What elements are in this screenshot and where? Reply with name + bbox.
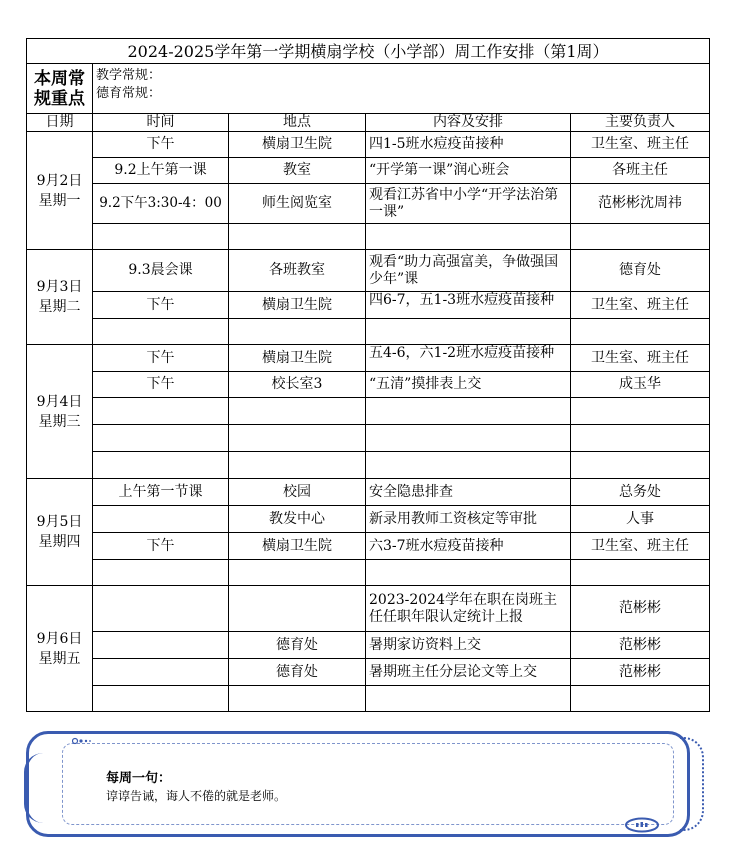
content-cell: 五4-6，六1-2班水痘疫苗接种 xyxy=(366,345,571,372)
day-cell-friday: 9月6日 星期五 xyxy=(27,586,93,712)
time-cell: 下午 xyxy=(93,533,229,560)
content-cell xyxy=(366,398,571,425)
place-cell: 教发中心 xyxy=(229,506,366,533)
day-cell-monday: 9月2日 星期一 xyxy=(27,132,93,250)
content-cell: 四6-7，五1-3班水痘疫苗接种 xyxy=(366,292,571,319)
time-cell xyxy=(93,319,229,345)
header-time: 时间 xyxy=(93,114,229,132)
table-row xyxy=(27,158,710,184)
place-cell: 各班教室 xyxy=(229,250,366,292)
time-cell: 9.2上午第一课 xyxy=(93,158,229,184)
table-row xyxy=(27,560,710,586)
place-cell: 横扇卫生院 xyxy=(229,132,366,158)
table-row xyxy=(27,132,710,158)
owner-cell xyxy=(571,452,710,479)
owner-cell: 范彬彬 xyxy=(571,632,710,659)
content-cell: 观看“助力高强富美，争做强国少年”课 xyxy=(366,250,571,292)
curl-decoration-icon xyxy=(24,753,43,823)
content-cell: 暑期班主任分层论文等上交 xyxy=(366,659,571,686)
quote-text: 谆谆告诫，诲人不倦的就是老师。 xyxy=(106,789,287,803)
content-cell: 新录用教师工资核定等审批 xyxy=(366,506,571,533)
place-cell: 校园 xyxy=(229,479,366,506)
place-cell xyxy=(229,425,366,452)
place-cell xyxy=(229,224,366,250)
header-owner: 主要负责人 xyxy=(571,114,710,132)
content-cell: 暑期家访资料上交 xyxy=(366,632,571,659)
owner-cell: 卫生室、班主任 xyxy=(571,292,710,319)
header-content: 内容及安排 xyxy=(366,114,571,132)
content-cell xyxy=(366,686,571,712)
header-place: 地点 xyxy=(229,114,366,132)
table-row xyxy=(27,479,710,506)
content-cell xyxy=(366,452,571,479)
owner-cell: 卫生室、班主任 xyxy=(571,345,710,372)
content-cell xyxy=(366,319,571,345)
content-cell: 六3-7班水痘疫苗接种 xyxy=(366,533,571,560)
table-row xyxy=(27,659,710,686)
owner-cell: 德育处 xyxy=(571,250,710,292)
owner-cell: 卫生室、班主任 xyxy=(571,132,710,158)
owner-cell xyxy=(571,224,710,250)
time-cell xyxy=(93,398,229,425)
header-date: 日期 xyxy=(27,114,93,132)
weekly-schedule-table xyxy=(26,38,710,712)
swirl-decoration-icon xyxy=(680,737,704,831)
time-cell xyxy=(93,506,229,533)
place-cell xyxy=(229,319,366,345)
table-row xyxy=(27,224,710,250)
place-cell: 师生阅览室 xyxy=(229,184,366,224)
place-cell xyxy=(229,398,366,425)
owner-cell: 总务处 xyxy=(571,479,710,506)
time-cell xyxy=(93,425,229,452)
place-cell: 横扇卫生院 xyxy=(229,345,366,372)
owner-cell xyxy=(571,319,710,345)
content-cell: 四1-5班水痘疫苗接种 xyxy=(366,132,571,158)
owner-cell: 范彬彬沈周祎 xyxy=(571,184,710,224)
table-row xyxy=(27,250,710,292)
quote-title: 每周一句： xyxy=(106,771,172,786)
table-row xyxy=(27,292,710,319)
owner-cell: 人事 xyxy=(571,506,710,533)
content-cell xyxy=(366,224,571,250)
table-row xyxy=(27,586,710,632)
place-cell: 教室 xyxy=(229,158,366,184)
place-cell xyxy=(229,560,366,586)
owner-cell: 各班主任 xyxy=(571,158,710,184)
moral-routine-label: 德育常规： xyxy=(96,86,162,101)
badge-decoration-icon xyxy=(624,817,660,833)
content-cell xyxy=(366,425,571,452)
place-cell xyxy=(229,686,366,712)
place-cell: 横扇卫生院 xyxy=(229,533,366,560)
place-cell: 横扇卫生院 xyxy=(229,292,366,319)
time-cell xyxy=(93,659,229,686)
weekly-focus-items xyxy=(93,64,710,114)
table-row xyxy=(27,452,710,479)
weekly-quote-box xyxy=(26,731,690,837)
time-cell: 下午 xyxy=(93,132,229,158)
owner-cell xyxy=(571,425,710,452)
owner-cell xyxy=(571,560,710,586)
time-cell: 下午 xyxy=(93,345,229,372)
content-cell: 安全隐患排查 xyxy=(366,479,571,506)
day-cell-tuesday: 9月3日 星期二 xyxy=(27,250,93,345)
table-row xyxy=(27,184,710,224)
place-cell: 德育处 xyxy=(229,632,366,659)
table-row xyxy=(27,345,710,372)
place-cell xyxy=(229,452,366,479)
table-row xyxy=(27,425,710,452)
dots-decoration-icon xyxy=(72,737,92,745)
table-row xyxy=(27,506,710,533)
table-row xyxy=(27,632,710,659)
time-cell: 下午 xyxy=(93,292,229,319)
table-row xyxy=(27,319,710,345)
place-cell xyxy=(229,586,366,632)
day-cell-thursday: 9月5日 星期四 xyxy=(27,479,93,586)
content-cell: 2023-2024学年在职在岗班主任任职年限认定统计上报 xyxy=(366,586,571,632)
content-cell: “五清”摸排表上交 xyxy=(366,372,571,398)
time-cell xyxy=(93,560,229,586)
time-cell xyxy=(93,632,229,659)
table-row xyxy=(27,372,710,398)
day-cell-wednesday: 9月4日 星期三 xyxy=(27,345,93,479)
time-cell xyxy=(93,586,229,632)
table-row xyxy=(27,686,710,712)
time-cell xyxy=(93,686,229,712)
weekly-focus-label: 本周常 规重点 xyxy=(27,64,93,114)
time-cell: 9.2下午3:30-4：00 xyxy=(93,184,229,224)
place-cell: 德育处 xyxy=(229,659,366,686)
content-cell: 观看江苏省中小学“开学法治第一课” xyxy=(366,184,571,224)
page-title: 2024-2025学年第一学期横扇学校（小学部）周工作安排（第1周） xyxy=(27,39,710,64)
owner-cell: 范彬彬 xyxy=(571,659,710,686)
owner-cell xyxy=(571,686,710,712)
table-row xyxy=(27,398,710,425)
content-cell xyxy=(366,560,571,586)
owner-cell: 成玉华 xyxy=(571,372,710,398)
content-cell: “开学第一课”润心班会 xyxy=(366,158,571,184)
owner-cell xyxy=(571,398,710,425)
time-cell xyxy=(93,224,229,250)
owner-cell: 范彬彬 xyxy=(571,586,710,632)
time-cell: 上午第一节课 xyxy=(93,479,229,506)
time-cell: 下午 xyxy=(93,372,229,398)
time-cell xyxy=(93,452,229,479)
time-cell: 9.3晨会课 xyxy=(93,250,229,292)
table-row xyxy=(27,533,710,560)
place-cell: 校长室3 xyxy=(229,372,366,398)
owner-cell: 卫生室、班主任 xyxy=(571,533,710,560)
teaching-routine-label: 教学常规： xyxy=(96,68,162,83)
